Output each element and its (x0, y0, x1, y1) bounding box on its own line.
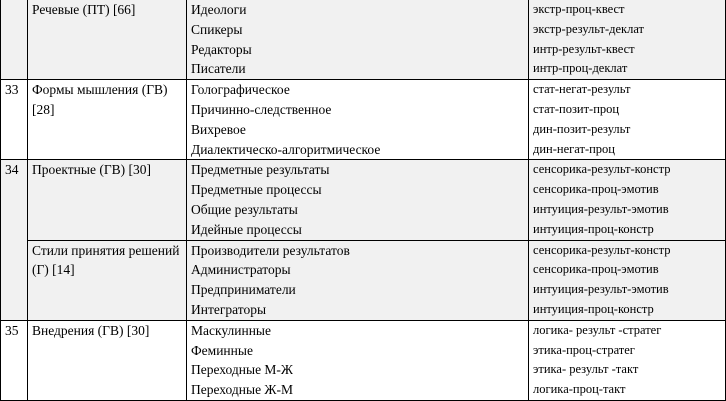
category-name-text: Внедрения (ГВ) [30] (32, 322, 150, 338)
types-cell (187, 240, 529, 320)
codes-cell (529, 0, 726, 80)
codes-cell (529, 320, 726, 400)
code-item: интр-проц-деклат (533, 61, 628, 76)
codes-cell (529, 240, 726, 320)
category-name (28, 160, 187, 240)
table-row (1, 160, 726, 240)
table-row (1, 0, 726, 80)
category-name (28, 0, 187, 80)
type-item: Спикеры (191, 21, 243, 37)
table-row (1, 80, 726, 160)
code-item: сенсорика-проц-эмотив (533, 182, 659, 197)
type-item: Производители результатов (191, 242, 350, 258)
type-item: Редакторы (191, 41, 252, 57)
type-item: Причинно-следственное (191, 101, 332, 117)
code-item: этика- результ -такт (533, 362, 639, 377)
code-item: сенсорика-результ-констр (533, 162, 671, 177)
code-item: стат-негат-результ (533, 82, 631, 97)
type-item: Диалектическо-алгоритмическое (191, 141, 381, 157)
row-number: 34 (1, 160, 28, 320)
code-item: интуиция-проц-констр (533, 301, 654, 316)
type-item: Общие результаты (191, 201, 298, 217)
type-item: Предприниматели (191, 282, 296, 298)
code-item: дин-позит-результ (533, 121, 631, 136)
codes-cell (529, 160, 726, 240)
code-item: дин-негат-проц (533, 141, 615, 156)
category-name (28, 240, 187, 320)
code-item: сенсорика-результ-констр (533, 242, 671, 257)
code-item: этика-проц-стратег (533, 342, 635, 357)
type-item: Голографическое (191, 82, 290, 98)
code-item: логика- результ -стратег (533, 322, 662, 337)
code-item: сенсорика-проц-эмотив (533, 262, 659, 277)
type-item: Переходные М-Ж (191, 362, 294, 378)
types-cell (187, 320, 529, 400)
types-cell (187, 160, 529, 240)
code-item: стат-позит-проц (533, 101, 620, 116)
code-item: интр-результ-квест (533, 41, 635, 56)
row-number: 35 (1, 320, 28, 400)
row-number (1, 0, 28, 80)
type-item: Предметные результаты (191, 162, 330, 178)
table-row (1, 240, 726, 320)
types-cell (187, 80, 529, 160)
code-item: экстр-результ-деклат (533, 21, 645, 36)
type-item: Писатели (191, 61, 246, 77)
code-item: интуиция-результ-эмотив (533, 201, 669, 216)
table-row (1, 320, 726, 400)
type-item: Интеграторы (191, 301, 267, 317)
code-item: логика-проц-такт (533, 382, 626, 397)
code-item: экстр-проц-квест (533, 2, 625, 16)
type-item: Вихревое (191, 121, 246, 137)
types-cell (187, 0, 529, 80)
row-number: 33 (1, 80, 28, 160)
category-name-text: Речевые (ПТ) [66] (32, 2, 136, 17)
type-item: Идейные процессы (191, 221, 302, 237)
category-name-text: Проектные (ГВ) [30] (32, 162, 152, 178)
type-item: Переходные Ж-М (191, 382, 294, 398)
category-name-text: Стили принятия решений (Г) [14] (32, 242, 180, 278)
category-name (28, 80, 187, 160)
code-item: интуиция-проц-констр (533, 221, 654, 236)
type-item: Администраторы (191, 262, 291, 278)
code-item: интуиция-результ-эмотив (533, 282, 669, 297)
codes-cell (529, 80, 726, 160)
type-item: Маскулинные (191, 322, 271, 338)
type-item: Идеологи (191, 2, 247, 17)
type-item: Предметные процессы (191, 182, 322, 198)
category-name (28, 320, 187, 400)
type-item: Феминные (191, 342, 253, 358)
category-name-text: Формы мышления (ГВ) [28] (32, 82, 168, 117)
